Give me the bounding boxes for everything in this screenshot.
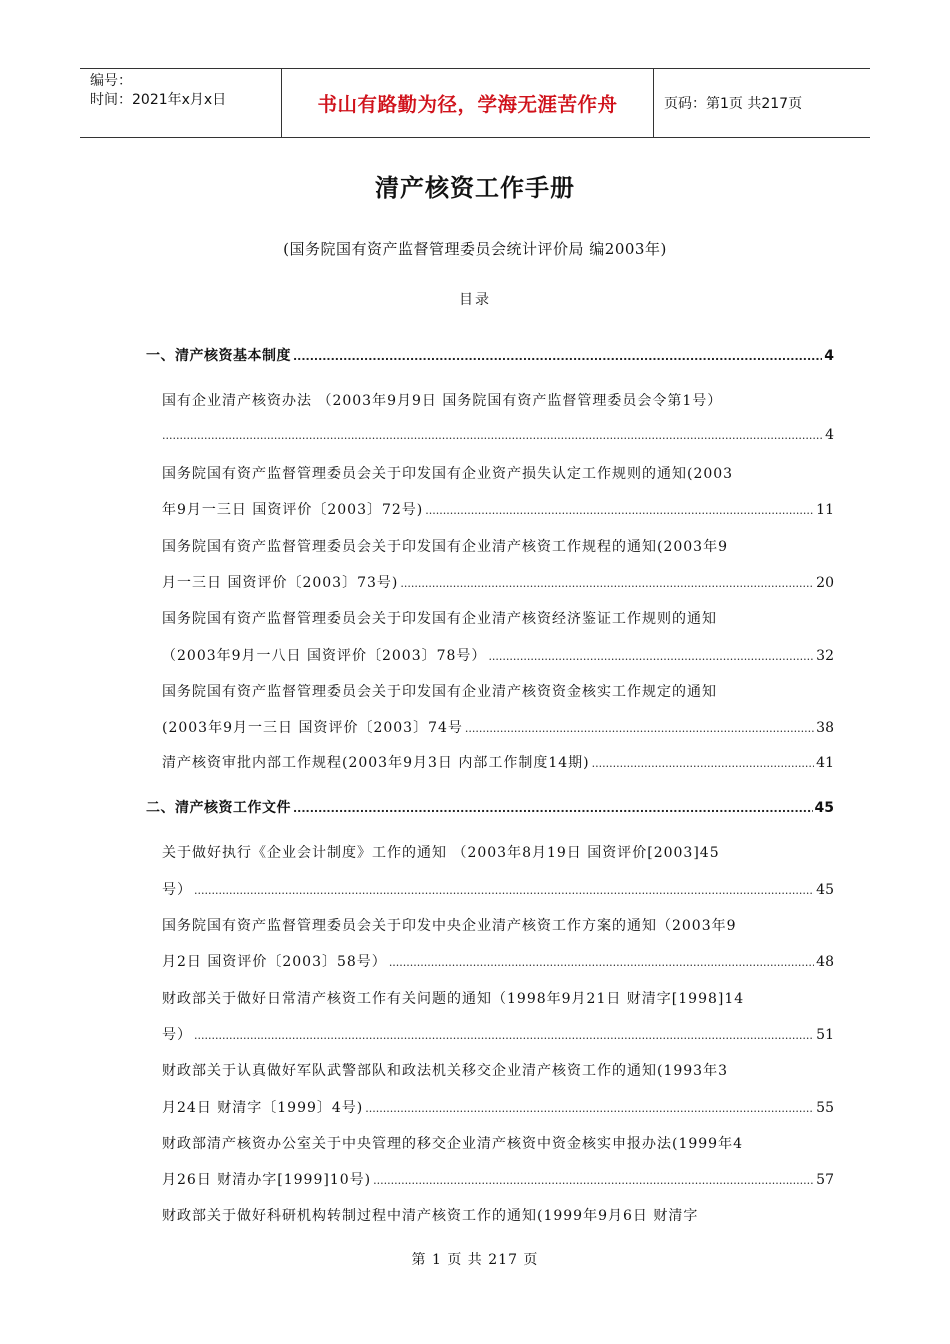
toc-entry-4-line-2[interactable] bbox=[162, 645, 834, 665]
toc-entry-text: 号） bbox=[162, 1027, 192, 1043]
toc-leader bbox=[488, 650, 814, 663]
toc-entry-text: 财政部关于做好日常清产核资工作有关问题的通知（1998年9月21日 财清字[1998]14 bbox=[162, 991, 745, 1007]
toc-entry-text: 月24日 财清字〔1999〕4号) bbox=[162, 1100, 364, 1116]
toc-section-2[interactable] bbox=[146, 797, 834, 817]
toc-page-number: 4 bbox=[825, 427, 834, 443]
toc-entry-text: 财政部清产核资办公室关于中央管理的移交企业清产核资中资金核实申报办法(1999年4 bbox=[162, 1136, 743, 1152]
toc-entry-text: (2003年9月一三日 国资评价〔2003〕74号 bbox=[162, 720, 463, 736]
toc-entry-2-line-1[interactable] bbox=[162, 463, 834, 483]
document-subtitle: (国务院国有资产监督管理委员会统计评价局 编2003年) bbox=[283, 240, 667, 258]
toc-leader bbox=[373, 1174, 814, 1187]
toc-entry-text: 关于做好执行《企业会计制度》工作的通知 （2003年8月19日 国资评价[2003]45 bbox=[162, 845, 720, 861]
toc-entry-text: 国有企业清产核资办法 （2003年9月9日 国务院国有资产监督管理委员会令第1号） bbox=[162, 393, 723, 409]
toc-entry-text: 国务院国有资产监督管理委员会关于印发国有企业清产核资经济鉴证工作规则的通知 bbox=[162, 611, 717, 627]
document-title: 清产核资工作手册 bbox=[375, 174, 575, 202]
toc-entry-text: 国务院国有资产监督管理委员会关于印发国有企业资产损失认定工作规则的通知(2003 bbox=[162, 466, 734, 482]
header-meta bbox=[80, 69, 282, 137]
toc-entry-10-line-2[interactable] bbox=[162, 1097, 834, 1117]
toc-page-number: 51 bbox=[816, 1027, 834, 1043]
toc-entry-1-line-2[interactable] bbox=[162, 427, 834, 443]
code-label: 编号： bbox=[90, 73, 132, 89]
toc-entry-5-line-2[interactable] bbox=[162, 717, 834, 737]
toc-leader bbox=[293, 802, 813, 815]
toc-page-number: 4 bbox=[824, 348, 834, 364]
document-header bbox=[80, 68, 870, 138]
toc-page-number: 45 bbox=[816, 882, 834, 898]
toc-entry-2-line-2[interactable] bbox=[162, 499, 834, 519]
toc-page-number: 38 bbox=[816, 720, 834, 736]
toc-section-title: 二、清产核资工作文件 bbox=[146, 800, 291, 816]
toc-leader bbox=[194, 884, 814, 897]
toc-page-number: 32 bbox=[816, 648, 834, 664]
toc-entry-12-line-1[interactable] bbox=[162, 1205, 834, 1225]
toc-entry-1-line-1[interactable] bbox=[162, 390, 834, 410]
toc-page-number: 41 bbox=[816, 755, 834, 771]
toc-leader bbox=[389, 956, 814, 969]
toc-entry-9-line-2[interactable] bbox=[162, 1024, 834, 1044]
toc-entry-4-line-1[interactable] bbox=[162, 608, 834, 628]
toc-section-1[interactable] bbox=[146, 345, 834, 365]
toc-entry-11-line-1[interactable] bbox=[162, 1133, 834, 1153]
toc-page-number: 20 bbox=[816, 575, 834, 591]
toc-entry-8-line-2[interactable] bbox=[162, 951, 834, 971]
toc-leader bbox=[425, 504, 814, 517]
toc-page-number: 45 bbox=[814, 800, 834, 816]
toc-section-title: 一、清产核资基本制度 bbox=[146, 348, 291, 364]
toc-heading: 目录 bbox=[459, 292, 491, 308]
toc-entry-text: 号） bbox=[162, 882, 192, 898]
toc-page-number: 55 bbox=[816, 1100, 834, 1116]
toc-entry-9-line-1[interactable] bbox=[162, 988, 834, 1008]
toc-entry-7-line-2[interactable] bbox=[162, 879, 834, 899]
toc-leader bbox=[592, 757, 815, 770]
toc-entry-text: 国务院国有资产监督管理委员会关于印发中央企业清产核资工作方案的通知（2003年9 bbox=[162, 918, 737, 934]
toc-entry-text: 清产核资审批内部工作规程(2003年9月3日 内部工作制度14期) bbox=[162, 755, 590, 771]
toc-leader bbox=[194, 1029, 814, 1042]
header-motto: 书山有路勤为径，学海无涯苦作舟 bbox=[282, 69, 654, 137]
toc-page-number: 57 bbox=[816, 1172, 834, 1188]
toc-entry-6[interactable] bbox=[162, 752, 834, 772]
toc-entry-11-line-2[interactable] bbox=[162, 1169, 834, 1189]
toc-entry-7-line-1[interactable] bbox=[162, 842, 834, 862]
toc-leader bbox=[365, 1102, 814, 1115]
toc-entry-text: 月2日 国资评价〔2003〕58号） bbox=[162, 954, 387, 970]
toc-entry-3-line-1[interactable] bbox=[162, 536, 834, 556]
toc-entry-text: 月26日 财清办字[1999]10号) bbox=[162, 1172, 372, 1188]
toc-entry-text: 财政部关于认真做好军队武警部队和政法机关移交企业清产核资工作的通知(1993年3 bbox=[162, 1063, 728, 1079]
page-footer: 第 1 页 共 217 页 bbox=[411, 1252, 539, 1268]
toc-leader bbox=[293, 350, 822, 363]
toc-entry-10-line-1[interactable] bbox=[162, 1060, 834, 1080]
header-page-info: 页码：第1页 共217页 bbox=[664, 96, 803, 112]
toc-entry-text: 财政部关于做好科研机构转制过程中清产核资工作的通知(1999年9月6日 财清字 bbox=[162, 1208, 699, 1224]
toc-page-number: 11 bbox=[816, 502, 834, 518]
toc-entry-8-line-1[interactable] bbox=[162, 915, 834, 935]
toc-entry-3-line-2[interactable] bbox=[162, 572, 834, 592]
toc-entry-text: （2003年9月一八日 国资评价〔2003〕78号） bbox=[162, 648, 487, 664]
toc-leader bbox=[465, 722, 814, 735]
toc-entry-text: 年9月一三日 国资评价〔2003〕72号) bbox=[162, 502, 424, 518]
toc-entry-5-line-1[interactable] bbox=[162, 681, 834, 701]
toc-entry-text: 国务院国有资产监督管理委员会关于印发国有企业清产核资工作规程的通知(2003年9 bbox=[162, 539, 728, 555]
toc-leader bbox=[400, 577, 814, 590]
toc-page-number: 48 bbox=[816, 954, 834, 970]
toc-leader bbox=[162, 429, 823, 442]
time-label: 时间：2021年x月x日 bbox=[90, 92, 227, 108]
toc-entry-text: 国务院国有资产监督管理委员会关于印发国有企业清产核资资金核实工作规定的通知 bbox=[162, 684, 717, 700]
toc-entry-text: 月一三日 国资评价〔2003〕73号) bbox=[162, 575, 399, 591]
